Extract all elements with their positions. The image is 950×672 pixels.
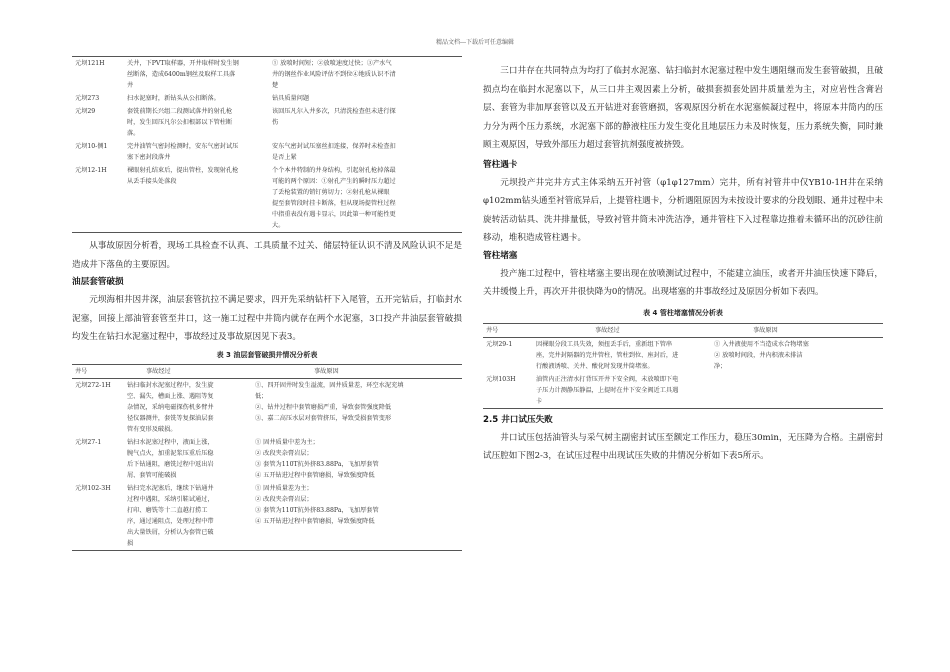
- paragraph-wellhead-pressure-test: 井口试压包括油管头与采气树主副密封试压至额定工作压力，稳压30min，无压降为合格。主副密封试压腔如下图2-3，在试压过程中出现试压失败的井情况分析如下表5所示。: [483, 432, 883, 461]
- cell-well: 元坝272-1H: [72, 378, 124, 436]
- cell-line: ②、钻井过程中套管磨损严重，导致套管强度降低: [255, 403, 392, 411]
- cell-line: 时，发生回压凡尔公扣根部以下管柱断: [127, 119, 233, 126]
- cell-line: 中指重表没有遇卡显示，因此第一种可能性更: [272, 211, 396, 218]
- table-row: [72, 57, 462, 93]
- cell-analysis: [269, 105, 462, 140]
- cell-process: [533, 337, 711, 373]
- paragraph-stuck-pipe: 元坝投产井完井方式主体采纳五开衬管（φ1φ127mm）完井，所有衬管井中仅YB10-1H井在采纳φ102mm钻头通至衬管底异后，上提管柱遇卡，分析遇阻原因为未按设计要求的分段划眼、通井过程中未旋转活动钻具、洗井排量低，导致衬管井筒未冲洗洁净，通井管柱下入过程靠边推着未循环出的沉砂往前移动，堆积造成管柱遇卡。: [483, 177, 883, 243]
- cell-well: 元坝12-1H: [72, 164, 124, 233]
- heading-stuck-pipe: 管柱遇卡: [483, 159, 518, 170]
- cell-line: 座，完井封隔器的完井管柱，管柱到位、座封后，进: [536, 351, 679, 359]
- cell-line: 净；: [714, 362, 727, 370]
- table-row: [483, 373, 883, 409]
- cell-line: 安东气密封试压塞丝扣连接，保养时未检查扣: [272, 143, 396, 150]
- cell-process: [124, 92, 269, 105]
- cell-well: 元坝121H: [72, 57, 124, 93]
- right-column: [483, 62, 883, 466]
- cell-well: 元坝29-1: [483, 337, 533, 373]
- table4-header-process: 事故经过: [533, 323, 711, 337]
- cell-line: 该回压凡尔入井多次，只清洗检查但未进行探: [272, 108, 396, 115]
- table-row: [72, 436, 462, 482]
- cell-line: ② 改段夹杂膏岩层；: [255, 449, 313, 457]
- cell-line: 了丢枪装置的销钉剪切力；②射孔枪从裸眼: [272, 189, 390, 196]
- cell-line: 序，通过通阻点，处理过程中带: [127, 517, 214, 525]
- table-row: [72, 164, 462, 233]
- table3-header-well: 井号: [72, 364, 124, 378]
- cell-line: ③ 套管为110T抗外挤83.88Pa，飞加厚套管: [255, 506, 379, 514]
- cell-line: 因裸眼分段工具失效，须扭丢手后，重新组下管串: [536, 340, 673, 348]
- table-row: [72, 105, 462, 140]
- cell-process: [124, 57, 269, 93]
- cell-process: [533, 373, 711, 409]
- cell-process: [124, 140, 269, 164]
- cell-line: 个个本井特制的井身结构，引起射孔枪掉落最: [272, 167, 396, 174]
- table-row: [72, 92, 462, 105]
- cell-line: 丝断落，造成6400m钢丝及取样工具落: [127, 71, 236, 78]
- page-header-note: 精品文档---下载后可任意编辑: [435, 39, 515, 46]
- cell-line: 行酸液诱喷、关井、酸化时发现井筒堵塞。: [536, 362, 654, 370]
- cell-line: ④ 五开钻进过程中套管磨损，导致强度降低: [255, 517, 375, 525]
- cell-line: 塞下密封段落井: [127, 154, 171, 161]
- cell-line: 腕气点火，加重泥浆压重后压稳: [127, 449, 214, 457]
- cell-line: ① 固井质量差为主；: [255, 484, 313, 492]
- cell-line: 过程中遇阻，采纳引鞋试通过，: [127, 495, 214, 503]
- table3-caption: 表 3 油层套管破损井情况分析表: [216, 350, 318, 359]
- table4-caption: 表 4 管柱堵塞情况分析表: [643, 308, 723, 317]
- cell-reason: [252, 378, 462, 436]
- cell-line: 钻具质量问题: [272, 95, 310, 102]
- cell-reason: [252, 436, 462, 482]
- cell-line: 从丢手接头处落段: [127, 178, 177, 185]
- cell-line: 裸眼射孔结束后，提出管柱，发现射孔枪: [127, 167, 239, 174]
- cell-well: 元坝103H: [483, 373, 533, 409]
- cell-analysis: [269, 57, 462, 93]
- table-row: [72, 482, 462, 551]
- cell-line: 打印、磨铣等十二直越打捞工: [127, 506, 208, 514]
- cell-line: 完井油管气密封检测时，安东气密封试压: [127, 143, 239, 150]
- cell-analysis: [269, 164, 462, 233]
- cell-process: [124, 105, 269, 140]
- cell-line: 低；: [255, 392, 268, 400]
- cell-line: 井的钢丝作业风险评估不到位④地质认识不清: [272, 71, 396, 78]
- cell-process: [124, 378, 252, 436]
- cell-process: [124, 164, 269, 233]
- cell-process: [124, 436, 252, 482]
- cell-line: 管有变形及破损。: [127, 425, 177, 433]
- tubing-plug-table: [483, 323, 883, 409]
- cell-line: ①、四开固井时发生溢流，固井质量差，环空水泥充填: [255, 381, 404, 389]
- cell-line: 提至套管段时挂卡断落，但从现场提管柱过程: [272, 200, 396, 207]
- cell-well: 元坝29: [75, 108, 96, 115]
- cell-line: 扫水泥塞时，新钻头从公扣断落。: [127, 95, 220, 102]
- table3-header-reason: 事故原因: [252, 364, 462, 378]
- paragraph-tubing-plug: 投产施工过程中，管柱堵塞主要出现在放喷测试过程中，不能建立油压，或者开井油压快速下降后，关井缓慢上升，再次开井很快降为0的情况。出现堵塞的井事故经过及原因分析如下表四。: [483, 268, 883, 297]
- cell-well: 元坝273: [75, 95, 100, 102]
- cell-line: 关井，下PVT取样器，开井取样时发生钢: [127, 60, 239, 67]
- cell-line: 出大量铁屑，分析认为套管已破: [127, 528, 214, 536]
- heading-wellhead-pressure-test: 2.5 井口试压失败: [483, 414, 553, 425]
- cell-line: ① 入井液使用不当造成水合物堵塞: [714, 340, 809, 348]
- table-row: [483, 337, 883, 373]
- paragraph-casing-damage: 元坝海相井因井深，油层套管抗拉不满足要求，四开先采纳钻杆下入尾管，五开完钻后，打临封水泥塞，回接上部油管套管至井口，这一施工过程中井筒内就存在两个水泥塞，3口投产井油层套管破损均发生在钻扫水泥塞过程中，事故经过及事故原因见下表3。: [72, 295, 462, 342]
- cell-process: [124, 482, 252, 551]
- cell-line: 钻扫临封水泥塞过程中，发生旋: [127, 381, 214, 389]
- casing-damage-table: [72, 364, 462, 551]
- table-row: [72, 140, 462, 164]
- cell-line: 大。: [272, 222, 285, 229]
- fish-accident-table: [72, 56, 462, 233]
- paragraph-casing-damage-analysis: 三口井存在共同特点为均打了临封水泥塞、钻扫临封水泥塞过程中发生遇阻继而发生套管破损，且破损点均在临封水泥塞以下，从三口井主观因素上分析，破损套损套处固井质量差为主，对应岩性含膏岩层、套管为非加厚套管以及五开钻进对套管磨损，客观原因分析在水泥塞候凝过程中，将原本井筒内的压力分为两个压力系统，水泥塞下部的静液柱压力发生变化且地层压力未及时恢复，压力系统失衡，同时兼顾主观原因，导致外部压力超过套管抗剂强度被挤毁。: [483, 66, 883, 150]
- cell-analysis: [269, 140, 462, 164]
- cell-analysis: [269, 92, 462, 105]
- cell-line: 可能的两个原因：①射孔产生的瞬时压力超过: [272, 178, 396, 185]
- cell-line: 径仪器测井，套铣等复探油层套: [127, 414, 214, 422]
- cell-well: 元坝102-3H: [72, 482, 124, 551]
- cell-line: ① 固井质量中差为主；: [255, 438, 319, 446]
- cell-line: ② 改段夹杂膏岩层；: [255, 495, 313, 503]
- table-row: [72, 378, 462, 436]
- table4-header-reason: 事故原因: [711, 323, 883, 337]
- cell-line: 子压力计测静压静温，上提时在井下安全阀近工具遇: [536, 386, 679, 394]
- cell-line: 落。: [127, 130, 140, 137]
- cell-line: 空、漏失，槽面上涨、遇阻等复: [127, 392, 214, 400]
- cell-line: ① 放喷时间短；②放喷速度过快；③产水气: [272, 60, 392, 67]
- cell-line: 伤: [272, 119, 279, 126]
- paragraph-fish-summary: 从事故原因分析看，现场工具检查不认真、工具质量不过关、储层特征认识不清及风险认识不足是造成井下落鱼的主要原因。: [72, 241, 462, 270]
- cell-line: 油管内正注清水打背压开井下安全阀，未放喷即下电: [536, 375, 679, 383]
- cell-line: 损: [127, 539, 134, 547]
- cell-line: ② 放喷时间段，井内积液未排洁: [714, 351, 803, 359]
- left-column: [72, 56, 462, 551]
- cell-well: 元坝10-侧1: [75, 143, 108, 150]
- cell-reason: [711, 373, 883, 409]
- cell-reason: [711, 337, 883, 373]
- cell-line: 卡: [536, 397, 543, 405]
- cell-line: 杂情况，采纳电磁探伤机多臂井: [127, 403, 214, 411]
- cell-line: 后下钻通阻，磨铣过程中返出岩: [127, 460, 214, 468]
- cell-line: ④ 五开钻进过程中套管磨损，导致强度降低: [255, 471, 375, 479]
- cell-line: 是否上紧: [272, 154, 297, 161]
- cell-line: ③ 套管为110T抗外挤83.88Pa，飞加厚套管: [255, 460, 379, 468]
- table3-header-process: 事故经过: [124, 364, 252, 378]
- cell-well: 元坝27-1: [75, 438, 102, 446]
- heading-casing-damage: 油层套管破损: [72, 277, 124, 287]
- cell-line: 屑、套管可能破损: [127, 471, 177, 479]
- cell-line: 套铣前期长兴组二段测试落井的射孔枪: [127, 108, 233, 115]
- cell-line: 钻扫水泥塞过程中，液面上涨，: [127, 438, 214, 446]
- cell-line: 钻扫完水泥塞后，继续下钻通井: [127, 484, 214, 492]
- table4-header-well: 井号: [483, 323, 533, 337]
- heading-tubing-plug: 管柱堵塞: [483, 250, 518, 261]
- cell-line: ③、嘉二高压水层对套管挤压，导致受损套管变形: [255, 414, 392, 422]
- cell-reason: [252, 482, 462, 551]
- cell-line: 井: [127, 82, 134, 89]
- cell-line: 楚: [272, 82, 279, 89]
